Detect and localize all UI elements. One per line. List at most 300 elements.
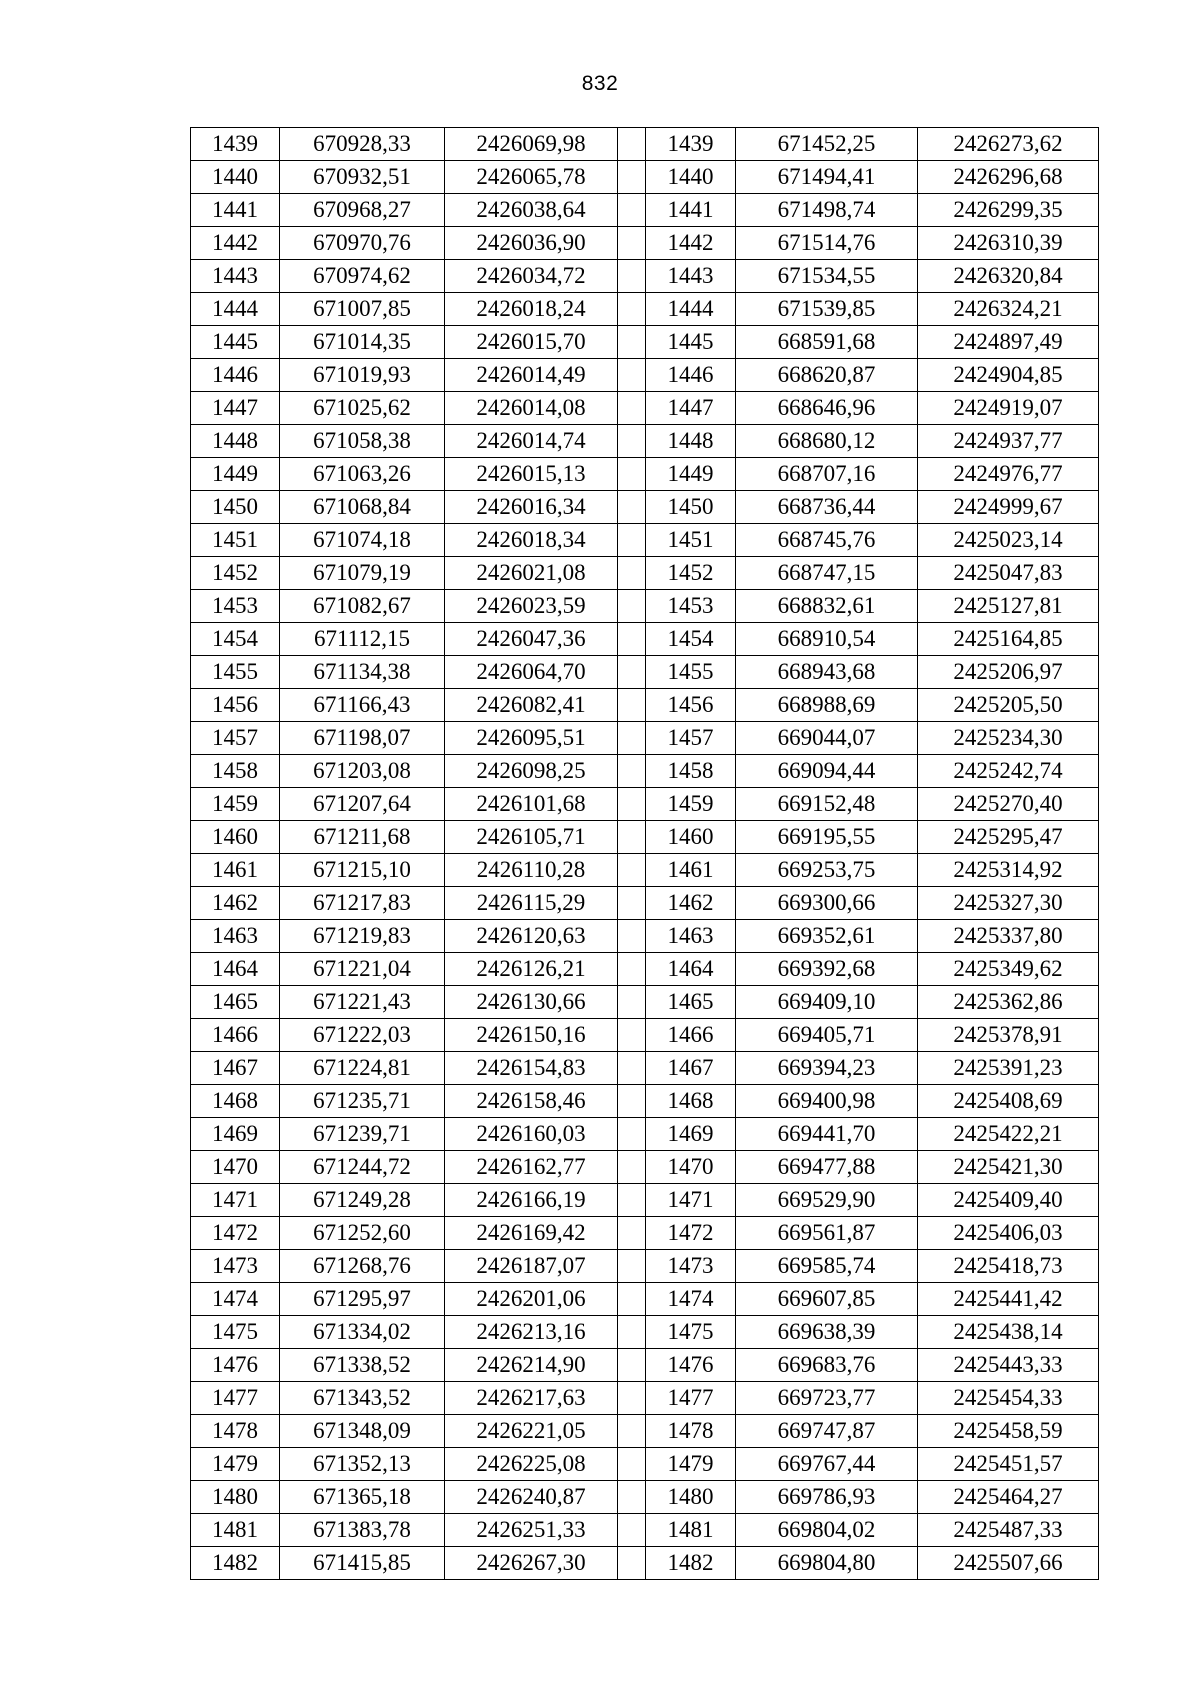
table-row bbox=[191, 458, 1099, 491]
right-y-coordinate-cell: 2425023,14 bbox=[918, 524, 1099, 557]
table-row bbox=[191, 1217, 1099, 1250]
right-y-coordinate-cell: 2424897,49 bbox=[918, 326, 1099, 359]
right-x-coordinate-cell: 668591,68 bbox=[736, 326, 918, 359]
right-y-coordinate-cell: 2425409,40 bbox=[918, 1184, 1099, 1217]
right-point-number-cell: 1442 bbox=[646, 227, 736, 260]
table-row bbox=[191, 1481, 1099, 1514]
left-x-coordinate-cell: 671268,76 bbox=[280, 1250, 445, 1283]
left-x-coordinate-cell: 671134,38 bbox=[280, 656, 445, 689]
left-y-coordinate-cell: 2426038,64 bbox=[445, 194, 618, 227]
right-x-coordinate-cell: 668707,16 bbox=[736, 458, 918, 491]
table-row bbox=[191, 953, 1099, 986]
separator-cell bbox=[618, 1283, 646, 1316]
left-x-coordinate-cell: 671338,52 bbox=[280, 1349, 445, 1382]
right-x-coordinate-cell: 669683,76 bbox=[736, 1349, 918, 1382]
right-point-number-cell: 1478 bbox=[646, 1415, 736, 1448]
left-y-coordinate-cell: 2426105,71 bbox=[445, 821, 618, 854]
separator-cell bbox=[618, 1448, 646, 1481]
separator-cell bbox=[618, 1514, 646, 1547]
right-y-coordinate-cell: 2425295,47 bbox=[918, 821, 1099, 854]
separator-cell bbox=[618, 854, 646, 887]
left-y-coordinate-cell: 2426082,41 bbox=[445, 689, 618, 722]
right-x-coordinate-cell: 671452,25 bbox=[736, 128, 918, 161]
table-row bbox=[191, 1052, 1099, 1085]
left-point-number-cell: 1463 bbox=[191, 920, 280, 953]
right-point-number-cell: 1449 bbox=[646, 458, 736, 491]
left-y-coordinate-cell: 2426065,78 bbox=[445, 161, 618, 194]
right-point-number-cell: 1468 bbox=[646, 1085, 736, 1118]
right-point-number-cell: 1452 bbox=[646, 557, 736, 590]
table-row bbox=[191, 788, 1099, 821]
left-y-coordinate-cell: 2426014,08 bbox=[445, 392, 618, 425]
left-y-coordinate-cell: 2426110,28 bbox=[445, 854, 618, 887]
left-y-coordinate-cell: 2426098,25 bbox=[445, 755, 618, 788]
separator-cell bbox=[618, 821, 646, 854]
right-point-number-cell: 1462 bbox=[646, 887, 736, 920]
right-point-number-cell: 1479 bbox=[646, 1448, 736, 1481]
separator-cell bbox=[618, 326, 646, 359]
right-y-coordinate-cell: 2426296,68 bbox=[918, 161, 1099, 194]
left-y-coordinate-cell: 2426036,90 bbox=[445, 227, 618, 260]
right-x-coordinate-cell: 668988,69 bbox=[736, 689, 918, 722]
left-point-number-cell: 1475 bbox=[191, 1316, 280, 1349]
left-x-coordinate-cell: 671082,67 bbox=[280, 590, 445, 623]
right-x-coordinate-cell: 668680,12 bbox=[736, 425, 918, 458]
separator-cell bbox=[618, 1349, 646, 1382]
right-point-number-cell: 1471 bbox=[646, 1184, 736, 1217]
table-row bbox=[191, 854, 1099, 887]
right-y-coordinate-cell: 2426324,21 bbox=[918, 293, 1099, 326]
left-point-number-cell: 1476 bbox=[191, 1349, 280, 1382]
left-point-number-cell: 1441 bbox=[191, 194, 280, 227]
left-point-number-cell: 1466 bbox=[191, 1019, 280, 1052]
right-y-coordinate-cell: 2425205,50 bbox=[918, 689, 1099, 722]
separator-cell bbox=[618, 656, 646, 689]
left-x-coordinate-cell: 671239,71 bbox=[280, 1118, 445, 1151]
left-x-coordinate-cell: 670928,33 bbox=[280, 128, 445, 161]
left-x-coordinate-cell: 671063,26 bbox=[280, 458, 445, 491]
left-point-number-cell: 1446 bbox=[191, 359, 280, 392]
right-x-coordinate-cell: 668910,54 bbox=[736, 623, 918, 656]
table-row bbox=[191, 1118, 1099, 1151]
separator-cell bbox=[618, 953, 646, 986]
separator-cell bbox=[618, 1052, 646, 1085]
left-y-coordinate-cell: 2426018,34 bbox=[445, 524, 618, 557]
left-point-number-cell: 1447 bbox=[191, 392, 280, 425]
right-point-number-cell: 1482 bbox=[646, 1547, 736, 1580]
left-point-number-cell: 1454 bbox=[191, 623, 280, 656]
separator-cell bbox=[618, 161, 646, 194]
right-x-coordinate-cell: 671539,85 bbox=[736, 293, 918, 326]
coordinates-table bbox=[190, 127, 1099, 1580]
right-y-coordinate-cell: 2425464,27 bbox=[918, 1481, 1099, 1514]
left-y-coordinate-cell: 2426162,77 bbox=[445, 1151, 618, 1184]
table-row bbox=[191, 1250, 1099, 1283]
separator-cell bbox=[618, 524, 646, 557]
left-x-coordinate-cell: 671343,52 bbox=[280, 1382, 445, 1415]
right-x-coordinate-cell: 671534,55 bbox=[736, 260, 918, 293]
table-row bbox=[191, 326, 1099, 359]
left-x-coordinate-cell: 671415,85 bbox=[280, 1547, 445, 1580]
separator-cell bbox=[618, 1085, 646, 1118]
left-y-coordinate-cell: 2426251,33 bbox=[445, 1514, 618, 1547]
left-y-coordinate-cell: 2426214,90 bbox=[445, 1349, 618, 1382]
separator-cell bbox=[618, 1217, 646, 1250]
right-y-coordinate-cell: 2425438,14 bbox=[918, 1316, 1099, 1349]
left-point-number-cell: 1482 bbox=[191, 1547, 280, 1580]
separator-cell bbox=[618, 722, 646, 755]
right-y-coordinate-cell: 2426273,62 bbox=[918, 128, 1099, 161]
table-row bbox=[191, 524, 1099, 557]
left-point-number-cell: 1479 bbox=[191, 1448, 280, 1481]
table-row bbox=[191, 128, 1099, 161]
left-x-coordinate-cell: 671222,03 bbox=[280, 1019, 445, 1052]
table-row bbox=[191, 392, 1099, 425]
table-row bbox=[191, 293, 1099, 326]
left-point-number-cell: 1453 bbox=[191, 590, 280, 623]
right-point-number-cell: 1444 bbox=[646, 293, 736, 326]
right-x-coordinate-cell: 669044,07 bbox=[736, 722, 918, 755]
right-x-coordinate-cell: 671514,76 bbox=[736, 227, 918, 260]
left-y-coordinate-cell: 2426217,63 bbox=[445, 1382, 618, 1415]
right-x-coordinate-cell: 668747,15 bbox=[736, 557, 918, 590]
right-y-coordinate-cell: 2425408,69 bbox=[918, 1085, 1099, 1118]
right-point-number-cell: 1473 bbox=[646, 1250, 736, 1283]
left-x-coordinate-cell: 671348,09 bbox=[280, 1415, 445, 1448]
right-y-coordinate-cell: 2425441,42 bbox=[918, 1283, 1099, 1316]
left-x-coordinate-cell: 670932,51 bbox=[280, 161, 445, 194]
left-y-coordinate-cell: 2426150,16 bbox=[445, 1019, 618, 1052]
table-row bbox=[191, 689, 1099, 722]
right-point-number-cell: 1447 bbox=[646, 392, 736, 425]
left-y-coordinate-cell: 2426101,68 bbox=[445, 788, 618, 821]
left-x-coordinate-cell: 671203,08 bbox=[280, 755, 445, 788]
right-y-coordinate-cell: 2426310,39 bbox=[918, 227, 1099, 260]
right-x-coordinate-cell: 669392,68 bbox=[736, 953, 918, 986]
left-point-number-cell: 1477 bbox=[191, 1382, 280, 1415]
left-y-coordinate-cell: 2426014,74 bbox=[445, 425, 618, 458]
separator-cell bbox=[618, 986, 646, 1019]
right-x-coordinate-cell: 669767,44 bbox=[736, 1448, 918, 1481]
right-x-coordinate-cell: 669441,70 bbox=[736, 1118, 918, 1151]
separator-cell bbox=[618, 128, 646, 161]
left-x-coordinate-cell: 671244,72 bbox=[280, 1151, 445, 1184]
left-x-coordinate-cell: 671166,43 bbox=[280, 689, 445, 722]
right-point-number-cell: 1461 bbox=[646, 854, 736, 887]
left-x-coordinate-cell: 671019,93 bbox=[280, 359, 445, 392]
right-y-coordinate-cell: 2425242,74 bbox=[918, 755, 1099, 788]
right-point-number-cell: 1448 bbox=[646, 425, 736, 458]
right-point-number-cell: 1446 bbox=[646, 359, 736, 392]
table-row bbox=[191, 1514, 1099, 1547]
separator-cell bbox=[618, 359, 646, 392]
right-y-coordinate-cell: 2425337,80 bbox=[918, 920, 1099, 953]
separator-cell bbox=[618, 623, 646, 656]
right-point-number-cell: 1469 bbox=[646, 1118, 736, 1151]
separator-cell bbox=[618, 425, 646, 458]
right-y-coordinate-cell: 2424976,77 bbox=[918, 458, 1099, 491]
left-y-coordinate-cell: 2426158,46 bbox=[445, 1085, 618, 1118]
left-y-coordinate-cell: 2426154,83 bbox=[445, 1052, 618, 1085]
left-y-coordinate-cell: 2426115,29 bbox=[445, 887, 618, 920]
left-x-coordinate-cell: 671112,15 bbox=[280, 623, 445, 656]
left-x-coordinate-cell: 671007,85 bbox=[280, 293, 445, 326]
right-y-coordinate-cell: 2425349,62 bbox=[918, 953, 1099, 986]
right-y-coordinate-cell: 2425443,33 bbox=[918, 1349, 1099, 1382]
right-x-coordinate-cell: 669477,88 bbox=[736, 1151, 918, 1184]
right-point-number-cell: 1480 bbox=[646, 1481, 736, 1514]
left-x-coordinate-cell: 671207,64 bbox=[280, 788, 445, 821]
right-y-coordinate-cell: 2425314,92 bbox=[918, 854, 1099, 887]
right-x-coordinate-cell: 669094,44 bbox=[736, 755, 918, 788]
left-x-coordinate-cell: 671025,62 bbox=[280, 392, 445, 425]
right-point-number-cell: 1465 bbox=[646, 986, 736, 1019]
table-row bbox=[191, 1151, 1099, 1184]
right-x-coordinate-cell: 669400,98 bbox=[736, 1085, 918, 1118]
separator-cell bbox=[618, 458, 646, 491]
right-point-number-cell: 1454 bbox=[646, 623, 736, 656]
left-point-number-cell: 1468 bbox=[191, 1085, 280, 1118]
table-row bbox=[191, 1349, 1099, 1382]
left-point-number-cell: 1445 bbox=[191, 326, 280, 359]
separator-cell bbox=[618, 491, 646, 524]
left-x-coordinate-cell: 670970,76 bbox=[280, 227, 445, 260]
right-point-number-cell: 1455 bbox=[646, 656, 736, 689]
right-point-number-cell: 1451 bbox=[646, 524, 736, 557]
right-point-number-cell: 1440 bbox=[646, 161, 736, 194]
left-x-coordinate-cell: 671217,83 bbox=[280, 887, 445, 920]
right-y-coordinate-cell: 2425418,73 bbox=[918, 1250, 1099, 1283]
table-row bbox=[191, 1184, 1099, 1217]
left-point-number-cell: 1467 bbox=[191, 1052, 280, 1085]
left-y-coordinate-cell: 2426221,05 bbox=[445, 1415, 618, 1448]
right-x-coordinate-cell: 669747,87 bbox=[736, 1415, 918, 1448]
table-row bbox=[191, 887, 1099, 920]
left-point-number-cell: 1451 bbox=[191, 524, 280, 557]
right-point-number-cell: 1439 bbox=[646, 128, 736, 161]
left-point-number-cell: 1444 bbox=[191, 293, 280, 326]
left-y-coordinate-cell: 2426169,42 bbox=[445, 1217, 618, 1250]
separator-cell bbox=[618, 1118, 646, 1151]
left-x-coordinate-cell: 671079,19 bbox=[280, 557, 445, 590]
right-y-coordinate-cell: 2424919,07 bbox=[918, 392, 1099, 425]
right-point-number-cell: 1458 bbox=[646, 755, 736, 788]
left-x-coordinate-cell: 671249,28 bbox=[280, 1184, 445, 1217]
table-row bbox=[191, 491, 1099, 524]
left-x-coordinate-cell: 671074,18 bbox=[280, 524, 445, 557]
right-point-number-cell: 1470 bbox=[646, 1151, 736, 1184]
right-x-coordinate-cell: 669394,23 bbox=[736, 1052, 918, 1085]
right-x-coordinate-cell: 669405,71 bbox=[736, 1019, 918, 1052]
right-point-number-cell: 1472 bbox=[646, 1217, 736, 1250]
right-x-coordinate-cell: 671494,41 bbox=[736, 161, 918, 194]
table-row bbox=[191, 425, 1099, 458]
separator-cell bbox=[618, 1382, 646, 1415]
left-point-number-cell: 1439 bbox=[191, 128, 280, 161]
left-y-coordinate-cell: 2426240,87 bbox=[445, 1481, 618, 1514]
separator-cell bbox=[618, 227, 646, 260]
table-row bbox=[191, 227, 1099, 260]
separator-cell bbox=[618, 1250, 646, 1283]
left-point-number-cell: 1470 bbox=[191, 1151, 280, 1184]
right-point-number-cell: 1443 bbox=[646, 260, 736, 293]
left-point-number-cell: 1459 bbox=[191, 788, 280, 821]
left-y-coordinate-cell: 2426225,08 bbox=[445, 1448, 618, 1481]
left-x-coordinate-cell: 671058,38 bbox=[280, 425, 445, 458]
right-point-number-cell: 1453 bbox=[646, 590, 736, 623]
left-point-number-cell: 1478 bbox=[191, 1415, 280, 1448]
separator-cell bbox=[618, 1184, 646, 1217]
right-x-coordinate-cell: 668745,76 bbox=[736, 524, 918, 557]
left-point-number-cell: 1471 bbox=[191, 1184, 280, 1217]
left-x-coordinate-cell: 671383,78 bbox=[280, 1514, 445, 1547]
left-x-coordinate-cell: 671352,13 bbox=[280, 1448, 445, 1481]
left-point-number-cell: 1440 bbox=[191, 161, 280, 194]
right-x-coordinate-cell: 669529,90 bbox=[736, 1184, 918, 1217]
left-point-number-cell: 1472 bbox=[191, 1217, 280, 1250]
right-point-number-cell: 1463 bbox=[646, 920, 736, 953]
table-row bbox=[191, 161, 1099, 194]
separator-cell bbox=[618, 260, 646, 293]
separator-cell bbox=[618, 1316, 646, 1349]
table-row bbox=[191, 1382, 1099, 1415]
left-point-number-cell: 1450 bbox=[191, 491, 280, 524]
left-x-coordinate-cell: 671224,81 bbox=[280, 1052, 445, 1085]
separator-cell bbox=[618, 392, 646, 425]
left-y-coordinate-cell: 2426187,07 bbox=[445, 1250, 618, 1283]
left-x-coordinate-cell: 671068,84 bbox=[280, 491, 445, 524]
table-row bbox=[191, 194, 1099, 227]
right-point-number-cell: 1445 bbox=[646, 326, 736, 359]
table-row bbox=[191, 755, 1099, 788]
table-row bbox=[191, 722, 1099, 755]
left-point-number-cell: 1473 bbox=[191, 1250, 280, 1283]
right-x-coordinate-cell: 669561,87 bbox=[736, 1217, 918, 1250]
right-y-coordinate-cell: 2425487,33 bbox=[918, 1514, 1099, 1547]
left-x-coordinate-cell: 671221,04 bbox=[280, 953, 445, 986]
left-y-coordinate-cell: 2426018,24 bbox=[445, 293, 618, 326]
table-row bbox=[191, 1283, 1099, 1316]
table-row bbox=[191, 1316, 1099, 1349]
left-y-coordinate-cell: 2426015,13 bbox=[445, 458, 618, 491]
separator-cell bbox=[618, 1019, 646, 1052]
left-point-number-cell: 1462 bbox=[191, 887, 280, 920]
right-point-number-cell: 1460 bbox=[646, 821, 736, 854]
separator-cell bbox=[618, 1547, 646, 1580]
right-point-number-cell: 1464 bbox=[646, 953, 736, 986]
right-point-number-cell: 1459 bbox=[646, 788, 736, 821]
left-x-coordinate-cell: 671365,18 bbox=[280, 1481, 445, 1514]
left-x-coordinate-cell: 670974,62 bbox=[280, 260, 445, 293]
left-x-coordinate-cell: 671211,68 bbox=[280, 821, 445, 854]
table-row bbox=[191, 359, 1099, 392]
right-y-coordinate-cell: 2425270,40 bbox=[918, 788, 1099, 821]
table-row bbox=[191, 1448, 1099, 1481]
left-y-coordinate-cell: 2426130,66 bbox=[445, 986, 618, 1019]
table-row bbox=[191, 623, 1099, 656]
left-point-number-cell: 1481 bbox=[191, 1514, 280, 1547]
separator-cell bbox=[618, 788, 646, 821]
left-x-coordinate-cell: 670968,27 bbox=[280, 194, 445, 227]
left-x-coordinate-cell: 671215,10 bbox=[280, 854, 445, 887]
table-row bbox=[191, 656, 1099, 689]
right-x-coordinate-cell: 668646,96 bbox=[736, 392, 918, 425]
right-point-number-cell: 1441 bbox=[646, 194, 736, 227]
right-y-coordinate-cell: 2424999,67 bbox=[918, 491, 1099, 524]
left-x-coordinate-cell: 671295,97 bbox=[280, 1283, 445, 1316]
separator-cell bbox=[618, 1481, 646, 1514]
left-point-number-cell: 1456 bbox=[191, 689, 280, 722]
right-point-number-cell: 1476 bbox=[646, 1349, 736, 1382]
right-x-coordinate-cell: 668620,87 bbox=[736, 359, 918, 392]
separator-cell bbox=[618, 1415, 646, 1448]
right-x-coordinate-cell: 669804,80 bbox=[736, 1547, 918, 1580]
table-row bbox=[191, 590, 1099, 623]
separator-cell bbox=[618, 887, 646, 920]
left-point-number-cell: 1448 bbox=[191, 425, 280, 458]
separator-cell bbox=[618, 590, 646, 623]
left-point-number-cell: 1461 bbox=[191, 854, 280, 887]
separator-cell bbox=[618, 194, 646, 227]
separator-cell bbox=[618, 755, 646, 788]
left-y-coordinate-cell: 2426016,34 bbox=[445, 491, 618, 524]
left-x-coordinate-cell: 671014,35 bbox=[280, 326, 445, 359]
table-row bbox=[191, 1415, 1099, 1448]
left-y-coordinate-cell: 2426160,03 bbox=[445, 1118, 618, 1151]
left-y-coordinate-cell: 2426034,72 bbox=[445, 260, 618, 293]
right-point-number-cell: 1467 bbox=[646, 1052, 736, 1085]
right-x-coordinate-cell: 668943,68 bbox=[736, 656, 918, 689]
left-point-number-cell: 1443 bbox=[191, 260, 280, 293]
left-y-coordinate-cell: 2426120,63 bbox=[445, 920, 618, 953]
right-x-coordinate-cell: 669585,74 bbox=[736, 1250, 918, 1283]
right-y-coordinate-cell: 2425451,57 bbox=[918, 1448, 1099, 1481]
left-point-number-cell: 1469 bbox=[191, 1118, 280, 1151]
right-x-coordinate-cell: 669152,48 bbox=[736, 788, 918, 821]
left-y-coordinate-cell: 2426166,19 bbox=[445, 1184, 618, 1217]
right-y-coordinate-cell: 2425234,30 bbox=[918, 722, 1099, 755]
right-y-coordinate-cell: 2426299,35 bbox=[918, 194, 1099, 227]
left-y-coordinate-cell: 2426126,21 bbox=[445, 953, 618, 986]
left-y-coordinate-cell: 2426213,16 bbox=[445, 1316, 618, 1349]
right-y-coordinate-cell: 2425458,59 bbox=[918, 1415, 1099, 1448]
left-point-number-cell: 1460 bbox=[191, 821, 280, 854]
right-y-coordinate-cell: 2425206,97 bbox=[918, 656, 1099, 689]
separator-cell bbox=[618, 689, 646, 722]
right-y-coordinate-cell: 2425454,33 bbox=[918, 1382, 1099, 1415]
left-point-number-cell: 1442 bbox=[191, 227, 280, 260]
left-y-coordinate-cell: 2426095,51 bbox=[445, 722, 618, 755]
left-point-number-cell: 1465 bbox=[191, 986, 280, 1019]
coordinates-table-body bbox=[191, 128, 1099, 1580]
left-y-coordinate-cell: 2426014,49 bbox=[445, 359, 618, 392]
right-point-number-cell: 1474 bbox=[646, 1283, 736, 1316]
left-y-coordinate-cell: 2426015,70 bbox=[445, 326, 618, 359]
right-point-number-cell: 1475 bbox=[646, 1316, 736, 1349]
right-point-number-cell: 1457 bbox=[646, 722, 736, 755]
left-point-number-cell: 1458 bbox=[191, 755, 280, 788]
left-y-coordinate-cell: 2426267,30 bbox=[445, 1547, 618, 1580]
left-point-number-cell: 1449 bbox=[191, 458, 280, 491]
table-row bbox=[191, 557, 1099, 590]
right-point-number-cell: 1477 bbox=[646, 1382, 736, 1415]
left-y-coordinate-cell: 2426069,98 bbox=[445, 128, 618, 161]
left-x-coordinate-cell: 671221,43 bbox=[280, 986, 445, 1019]
right-point-number-cell: 1466 bbox=[646, 1019, 736, 1052]
separator-cell bbox=[618, 557, 646, 590]
right-point-number-cell: 1450 bbox=[646, 491, 736, 524]
right-x-coordinate-cell: 669638,39 bbox=[736, 1316, 918, 1349]
